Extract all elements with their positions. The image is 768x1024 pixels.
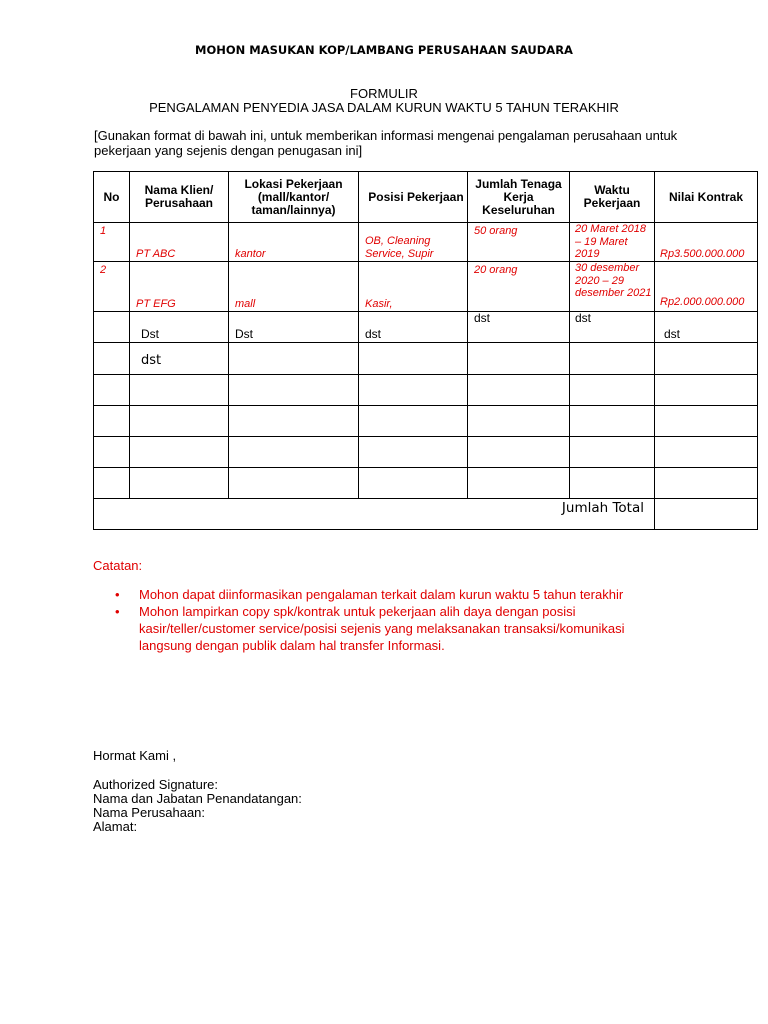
row-location: kantor: [235, 247, 266, 260]
company-name-label: Nama Perusahaan:: [93, 805, 206, 820]
form-label: FORMULIR: [350, 86, 418, 101]
dst-workforce: dst: [474, 311, 491, 325]
dst-client: dst: [141, 353, 162, 368]
row-client: PT ABC: [136, 247, 176, 260]
table-row: [94, 223, 758, 262]
row-location: mall: [235, 297, 256, 310]
letterhead-placeholder: MOHON MASUKAN KOP/LAMBANG PERUSAHAAN SAUDARA: [195, 43, 573, 57]
header-location: Lokasi Pekerjaan (mall/kantor/ taman/lainnya): [229, 172, 359, 223]
table-row: [94, 375, 758, 406]
row-no: 1: [100, 225, 107, 237]
header-contract-value: Nilai Kontrak: [655, 172, 758, 223]
dst-period: dst: [575, 311, 592, 325]
table-row: [94, 312, 758, 343]
table-row: [94, 468, 758, 499]
table-row: [94, 262, 758, 312]
notes-title: Catatan:: [93, 558, 143, 573]
experience-table: [93, 171, 758, 530]
row-period: 30 desember 2020 – 29 desember 2021: [575, 262, 652, 299]
total-value-cell: [655, 499, 758, 530]
row-position: OB, Cleaning Service, Supir: [365, 235, 434, 260]
instruction-line-1: [Gunakan format di bawah ini, untuk memberikan informasi mengenai pengalaman perusahaan untuk: [94, 128, 678, 143]
instruction-line-2: pekerjaan yang sejenis dengan penugasan ini]: [94, 143, 363, 158]
total-label: Jumlah Total: [561, 500, 644, 516]
row-position: Kasir,: [365, 297, 393, 310]
total-row: [94, 499, 758, 530]
list-item: • Mohon lampirkan copy spk/kontrak untuk pekerjaan alih daya dengan posisi kasir/teller/customer service/posisi sejenis yang melaksanakan transaksi/komunikasi langsung dengan publik dalam hal transfer Informasi.: [115, 604, 625, 653]
instruction-text: [94, 128, 734, 158]
row-contract-value: Rp3.500.000.000: [660, 247, 745, 260]
dst-position: dst: [365, 327, 382, 341]
greeting: Hormat Kami ,: [93, 748, 177, 763]
dst-location: Dst: [235, 327, 253, 341]
dst-client: Dst: [141, 327, 159, 341]
header-workforce: Jumlah Tenaga Kerja Keseluruhan: [468, 172, 570, 223]
form-title: PENGALAMAN PENYEDIA JASA DALAM KURUN WAKTU 5 TAHUN TERAKHIR: [149, 100, 619, 115]
row-no: 2: [100, 264, 107, 276]
authorized-signature-label: Authorized Signature:: [93, 777, 219, 792]
bullet-icon: •: [115, 604, 120, 619]
header-position: Posisi Pekerjaan: [359, 172, 468, 223]
table-row: [94, 437, 758, 468]
row-client: PT EFG: [136, 297, 176, 310]
row-contract-value: Rp2.000.000.000: [660, 295, 745, 308]
header-client: Nama Klien/ Perusahaan: [130, 172, 229, 223]
notes-list: [93, 586, 673, 654]
header-period: Waktu Pekerjaan: [570, 172, 655, 223]
row-period: 20 Maret 2018 – 19 Maret 2019: [575, 223, 646, 260]
table-header-row: [94, 172, 758, 223]
table-row: [94, 343, 758, 375]
list-item: • Mohon dapat diinformasikan pengalaman terkait dalam kurun waktu 5 tahun terakhir: [115, 587, 624, 602]
dst-contract-value: dst: [664, 327, 681, 341]
bullet-icon: •: [115, 587, 120, 602]
row-workforce: 20 orang: [474, 264, 518, 276]
header-no: No: [94, 172, 130, 223]
address-label: Alamat:: [93, 819, 138, 834]
table-row: [94, 406, 758, 437]
row-workforce: 50 orang: [474, 225, 518, 237]
signer-name-position-label: Nama dan Jabatan Penandatangan:: [93, 791, 302, 806]
